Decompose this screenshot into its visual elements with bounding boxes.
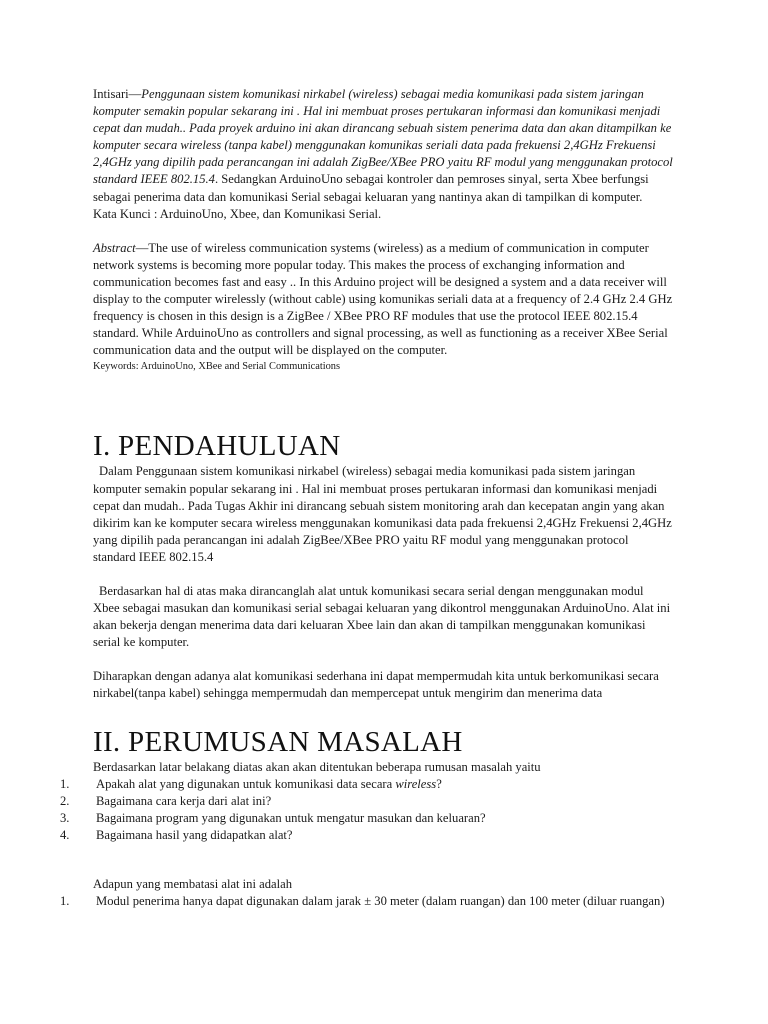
intisari-paragraph (93, 86, 673, 206)
list-item (60, 793, 673, 810)
limits-list (60, 893, 673, 910)
list-item (60, 810, 673, 827)
kata-kunci: Kata Kunci : ArduinoUno, Xbee, dan Komunikasi Serial. (93, 206, 382, 221)
list-number: 4. (60, 827, 70, 842)
intisari-label: Intisari— (93, 87, 142, 101)
pendahuluan-paragraph-2: Berdasarkan hal di atas maka dirancanglah alat untuk komunikasi secara serial dengan menggunakan modul Xbee sebagai masukan dan komunikasi serial sebagai keluaran yang dikontrol menggunakan ArduinoUno. Alat ini akan bekerja dengan menerima data dari keluaran Xbee lain dan akan di tampilkan menggunakan komunikasi serial ke komputer. (93, 583, 671, 650)
pendahuluan-paragraph-1: Dalam Penggunaan sistem komunikasi nirkabel (wireless) sebagai media komunikasi pada sistem jaringan komputer semakin popular sekarang ini . Hal ini membuat proses pertukaran informasi dan komunikasi menjadi cepat dan mudah.. Pada Tugas Akhir ini dirancang sebuah sistem monitoring arah dan kecepatan angin yang akan dikirim kan ke komputer secara wireless menggunakan komunikasi data pada frekuensi 2,4GHz Frekuensi 2,4GHz yang dipilih pada perancangan ini adalah ZigBee/XBee PRO yaitu RF modul yang menggunakan protocol standard IEEE 802.15.4 (93, 464, 672, 564)
list-item (60, 776, 673, 793)
intisari-block (93, 86, 673, 223)
question-list (60, 776, 673, 844)
document-body (60, 86, 673, 910)
intisari-text: . Sedangkan ArduinoUno sebagai kontroler dan pemroses sinyal, serta Xbee berfungsi sebagai penerima data dan komunikasi Serial sebagai keluaran yang nantinya akan di tampilkan di komputer. (93, 172, 649, 204)
list-number: 2. (60, 793, 70, 808)
list-item-italic: wireless (395, 776, 437, 791)
list-item-text: Bagaimana cara kerja dari alat ini? (96, 793, 272, 808)
abstract-block (93, 240, 673, 375)
abstract-paragraph (93, 240, 673, 360)
list-number: 1. (60, 894, 70, 909)
pendahuluan-paragraph-3: Diharapkan dengan adanya alat komunikasi sederhana ini dapat mempermudah kita untuk berkomunikasi secara nirkabel(tanpa kabel) sehingga mempermudah dan mempercepat untuk mengirim dan menerima data (93, 669, 659, 701)
abstract-dash: — (135, 240, 149, 255)
list-item-text: Apakah alat yang digunakan untuk komunikasi data secara (96, 776, 396, 791)
list-item (60, 827, 673, 844)
list-item-text: Bagaimana hasil yang didapatkan alat? (96, 827, 293, 842)
abstract-text: The use of wireless communication systems (wireless) as a medium of communication in computer network systems is becoming more popular today. This makes the process of exchanging information and communication becomes fast and easy .. In this Arduino project will be designed a system and a data receiver will display to the computer wirelessly (without cable) using komunikas seriali data at a frequency of 2.4 GHz 2.4 GHz frequency is chosen in this design is a ZigBee / XBee PRO RF modules that use the protocol IEEE 802.15.4 standard. While ArduinoUno as controllers and signal processing, as well as functioning as a receiver XBee Serial communication data and the output will be displayed on the computer. (93, 240, 673, 358)
perumusan-intro: Berdasarkan latar belakang diatas akan akan ditentukan beberapa rumusan masalah yaitu (93, 759, 541, 774)
list-item-text: Modul penerima hanya dapat digunakan dalam jarak ± 30 meter (dalam ruangan) dan 100 meter (diluar ruangan) (96, 894, 665, 909)
section-heading-pendahuluan: I. PENDAHULUAN (93, 430, 341, 463)
abstract-label: Abstract (93, 240, 136, 255)
intisari-italic-text: Penggunaan sistem komunikasi nirkabel (wireless) sebagai media komunikasi pada sistem jaringan komputer semakin popular sekarang ini . Hal ini membuat proses pertukaran informasi dan komunikasi menjadi cepat dan mudah.. Pada proyek arduino ini akan dirancang sebuah sistem penerima data dan akan ditampilkan ke komputer secara wireless (tanpa kabel) menggunakan komunikas seriali data pada frekuensi 2,4GHz Frekuensi 2,4GHz yang dipilih pada perancangan ini adalah ZigBee/XBee PRO yaitu RF modul yang menggunakan protocol standard IEEE 802.15.4 (93, 87, 673, 187)
list-item-text: Bagaimana program yang digunakan untuk mengatur masukan dan keluaran? (96, 810, 486, 825)
list-number: 3. (60, 810, 70, 825)
list-item (60, 893, 673, 910)
abstract-keywords: Keywords: ArduinoUno, XBee and Serial Communications (93, 361, 341, 373)
list-item-end: ? (436, 776, 442, 791)
limits-intro: Adapun yang membatasi alat ini adalah (93, 877, 292, 891)
list-number: 1. (60, 776, 70, 791)
section-heading-perumusan-masalah: II. PERUMUSAN MASALAH (93, 725, 463, 758)
